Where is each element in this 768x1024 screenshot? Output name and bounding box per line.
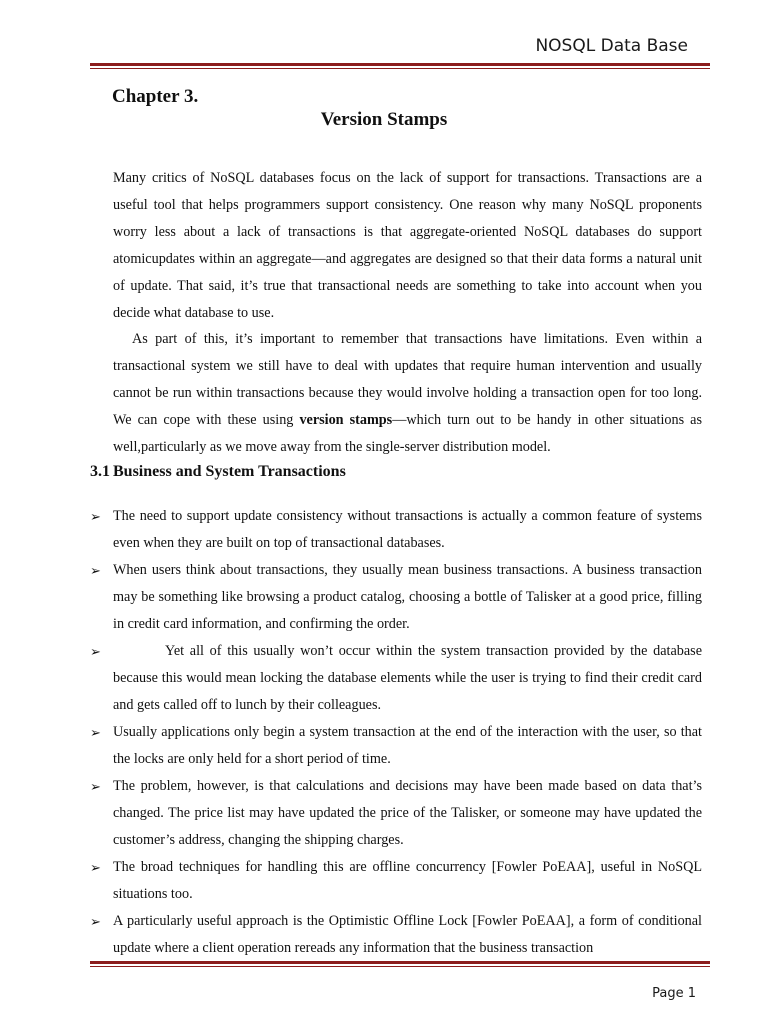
arrow-bullet-icon: ➢ bbox=[90, 509, 101, 524]
list-item bbox=[0, 557, 768, 638]
bullet-text: Usually applications only begin a system transaction at the end of the interaction with the user, so that the locks are only held for a short period of time. bbox=[113, 724, 702, 767]
bullet-text: The need to support update consistency without transactions is actually a common feature of systems even when they are built on top of transactional databases. bbox=[113, 508, 702, 551]
bullet-list bbox=[0, 503, 768, 962]
section-title: Business and System Transactions bbox=[113, 463, 346, 480]
intro-paragraph-2 bbox=[113, 326, 702, 461]
bullet-text: Yet all of this usually won’t occur within the system transaction provided by the database because this would mean locking the database elements while the user is trying to find their credit card and gets called off to lunch by their colleagues. bbox=[113, 643, 702, 713]
section-number: 3.1 bbox=[90, 463, 110, 480]
bullet-text: When users think about transactions, they usually mean business transactions. A business transaction may be something like browsing a product catalog, choosing a bottle of Talisker at a good price, filling in credit card information, and confirming the order. bbox=[113, 562, 702, 632]
arrow-bullet-icon: ➢ bbox=[90, 563, 101, 578]
page-number: Page 1 bbox=[652, 986, 696, 1001]
paragraph-text: —which turn out to be handy in other situations as well,particularly as we move away from the single-server distribution model. bbox=[113, 412, 702, 455]
paragraph-text: As part of this, it’s important to remember that transactions have limitations. Even within a transactional system we still have to deal with updates that require human intervention and usually cannot be run within transactions because they would involve holding a transaction open for too long. We can cope with these using bbox=[113, 331, 702, 428]
list-item bbox=[0, 773, 768, 854]
list-item bbox=[0, 908, 768, 962]
list-item bbox=[0, 719, 768, 773]
running-header-title: NOSQL Data Base bbox=[535, 36, 688, 56]
arrow-bullet-icon: ➢ bbox=[90, 725, 101, 740]
chapter-title: Version Stamps bbox=[320, 109, 448, 130]
version-stamps-term: version stamps bbox=[299, 412, 393, 428]
intro-paragraph-1: Many critics of NoSQL databases focus on the lack of support for transactions. Transactions are a useful tool that helps programmers support consistency. One reason why many NoSQL proponents worry less about a lack of transactions is that aggregate-oriented NoSQL databases do support atomicupdates within an aggregate—and aggregates are designed so that their data forms a natural unit of update. That said, it’s true that transactional needs are something to take into account when you decide what database to use. bbox=[113, 170, 702, 321]
bullet-text: The broad techniques for handling this are offline concurrency [Fowler PoEAA], useful in NoSQL situations too. bbox=[113, 859, 702, 902]
chapter-label: Chapter 3. bbox=[112, 86, 199, 107]
arrow-bullet-icon: ➢ bbox=[90, 779, 101, 794]
section-heading bbox=[90, 463, 346, 481]
arrow-bullet-icon: ➢ bbox=[90, 914, 101, 929]
header-rule bbox=[90, 63, 710, 69]
bullet-text: A particularly useful approach is the Optimistic Offline Lock [Fowler PoEAA], a form of conditional update where a client operation rereads any information that the business transaction bbox=[113, 913, 702, 956]
arrow-bullet-icon: ➢ bbox=[90, 644, 101, 659]
arrow-bullet-icon: ➢ bbox=[90, 860, 101, 875]
list-item bbox=[0, 854, 768, 908]
list-item bbox=[0, 638, 768, 719]
bullet-text: The problem, however, is that calculations and decisions may have been made based on data that’s changed. The price list may have updated the price of the Talisker, or someone may have updated the customer’s address, changing the shipping charges. bbox=[113, 778, 702, 848]
footer-rule bbox=[90, 961, 710, 967]
list-item bbox=[0, 503, 768, 557]
